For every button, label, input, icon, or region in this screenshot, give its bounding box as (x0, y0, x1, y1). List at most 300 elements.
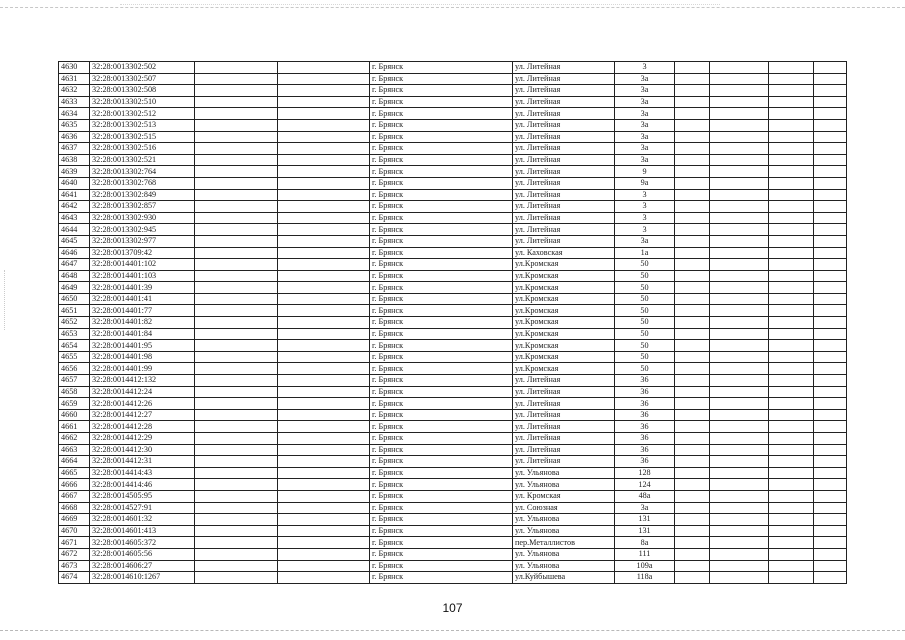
empty-cell (278, 386, 370, 398)
street-cell: ул.Кромская (513, 270, 615, 282)
record-number-cell: 4634 (59, 108, 90, 120)
empty-cell (769, 317, 814, 329)
empty-cell (675, 386, 710, 398)
cadastral-number-cell: 32:28:0013302:977 (90, 235, 195, 247)
house-number-cell: 109а (615, 560, 675, 572)
table-row (59, 398, 847, 410)
table-row (59, 177, 847, 189)
house-number-cell: 50 (615, 351, 675, 363)
house-number-cell: 3 (615, 201, 675, 213)
empty-cell (814, 96, 847, 108)
empty-cell (814, 108, 847, 120)
house-number-cell: 48а (615, 490, 675, 502)
empty-cell (195, 282, 278, 294)
street-cell: ул. Литейная (513, 212, 615, 224)
empty-cell (710, 282, 769, 294)
city-cell: г. Брянск (370, 154, 513, 166)
empty-cell (278, 456, 370, 468)
cadastral-number-cell: 32:28:0013302:945 (90, 224, 195, 236)
house-number-cell: 3 (615, 224, 675, 236)
street-cell: ул.Кромская (513, 328, 615, 340)
cadastral-number-cell: 32:28:0014505:95 (90, 490, 195, 502)
empty-cell (278, 351, 370, 363)
street-cell: ул. Литейная (513, 73, 615, 85)
city-cell: г. Брянск (370, 108, 513, 120)
empty-cell (769, 502, 814, 514)
house-number-cell: 50 (615, 305, 675, 317)
cadastral-number-cell: 32:28:0013302:764 (90, 166, 195, 178)
empty-cell (675, 375, 710, 387)
cadastral-number-cell: 32:28:0013302:768 (90, 177, 195, 189)
record-number-cell: 4657 (59, 375, 90, 387)
cadastral-number-cell: 32:28:0013709:42 (90, 247, 195, 259)
empty-cell (710, 201, 769, 213)
empty-cell (195, 293, 278, 305)
house-number-cell: 36 (615, 444, 675, 456)
empty-cell (769, 73, 814, 85)
record-number-cell: 4653 (59, 328, 90, 340)
empty-cell (278, 166, 370, 178)
table-row (59, 201, 847, 213)
cadastral-number-cell: 32:28:0014401:98 (90, 351, 195, 363)
empty-cell (278, 224, 370, 236)
empty-cell (814, 479, 847, 491)
empty-cell (769, 177, 814, 189)
street-cell: ул. Литейная (513, 96, 615, 108)
city-cell: г. Брянск (370, 375, 513, 387)
empty-cell (278, 340, 370, 352)
city-cell: г. Брянск (370, 235, 513, 247)
empty-cell (814, 259, 847, 271)
house-number-cell: 3а (615, 96, 675, 108)
empty-cell (814, 177, 847, 189)
empty-cell (710, 409, 769, 421)
city-cell: г. Брянск (370, 73, 513, 85)
empty-cell (195, 224, 278, 236)
street-cell: ул. Литейная (513, 166, 615, 178)
table-row (59, 317, 847, 329)
empty-cell (710, 85, 769, 97)
empty-cell (675, 62, 710, 74)
empty-cell (195, 62, 278, 74)
cadastral-number-cell: 32:28:0014412:27 (90, 409, 195, 421)
street-cell: ул.Кромская (513, 282, 615, 294)
street-cell: ул. Ульянова (513, 514, 615, 526)
street-cell: ул. Ульянова (513, 560, 615, 572)
empty-cell (195, 247, 278, 259)
street-cell: ул.Куйбышева (513, 572, 615, 584)
empty-cell (814, 386, 847, 398)
house-number-cell: 3 (615, 212, 675, 224)
empty-cell (675, 201, 710, 213)
empty-cell (278, 328, 370, 340)
street-cell: ул. Литейная (513, 177, 615, 189)
empty-cell (710, 235, 769, 247)
empty-cell (814, 502, 847, 514)
empty-cell (278, 119, 370, 131)
empty-cell (814, 166, 847, 178)
empty-cell (675, 479, 710, 491)
record-number-cell: 4645 (59, 235, 90, 247)
empty-cell (710, 433, 769, 445)
empty-cell (769, 386, 814, 398)
cadastral-number-cell: 32:28:0014401:82 (90, 317, 195, 329)
empty-cell (278, 363, 370, 375)
empty-cell (195, 421, 278, 433)
empty-cell (675, 119, 710, 131)
empty-cell (710, 444, 769, 456)
empty-cell (769, 224, 814, 236)
empty-cell (195, 270, 278, 282)
table-row (59, 259, 847, 271)
empty-cell (195, 502, 278, 514)
empty-cell (195, 572, 278, 584)
empty-cell (195, 108, 278, 120)
empty-cell (278, 444, 370, 456)
empty-cell (195, 363, 278, 375)
cadastral-number-cell: 32:28:0014412:31 (90, 456, 195, 468)
empty-cell (814, 73, 847, 85)
empty-cell (195, 73, 278, 85)
cadastral-number-cell: 32:28:0014401:41 (90, 293, 195, 305)
cadastral-number-cell: 32:28:0013302:510 (90, 96, 195, 108)
house-number-cell: 50 (615, 363, 675, 375)
empty-cell (195, 143, 278, 155)
cadastral-number-cell: 32:28:0013302:516 (90, 143, 195, 155)
table-row (59, 293, 847, 305)
record-number-cell: 4644 (59, 224, 90, 236)
empty-cell (769, 293, 814, 305)
empty-cell (675, 467, 710, 479)
empty-cell (769, 143, 814, 155)
street-cell: ул. Литейная (513, 108, 615, 120)
scan-noise-left (4, 270, 5, 330)
empty-cell (195, 375, 278, 387)
empty-cell (278, 201, 370, 213)
city-cell: г. Брянск (370, 479, 513, 491)
empty-cell (675, 502, 710, 514)
empty-cell (195, 444, 278, 456)
empty-cell (814, 572, 847, 584)
city-cell: г. Брянск (370, 212, 513, 224)
table-row (59, 444, 847, 456)
empty-cell (710, 490, 769, 502)
table-row (59, 351, 847, 363)
empty-cell (710, 328, 769, 340)
empty-cell (675, 166, 710, 178)
record-number-cell: 4670 (59, 525, 90, 537)
empty-cell (195, 212, 278, 224)
cadastral-number-cell: 32:28:0013302:930 (90, 212, 195, 224)
empty-cell (195, 433, 278, 445)
empty-cell (769, 305, 814, 317)
empty-cell (710, 421, 769, 433)
empty-cell (710, 537, 769, 549)
city-cell: г. Брянск (370, 467, 513, 479)
street-cell: ул. Кромская (513, 490, 615, 502)
house-number-cell: 3а (615, 73, 675, 85)
house-number-cell: 3 (615, 62, 675, 74)
cadastral-number-cell: 32:28:0014412:28 (90, 421, 195, 433)
street-cell: ул. Ульянова (513, 548, 615, 560)
empty-cell (769, 85, 814, 97)
city-cell: г. Брянск (370, 444, 513, 456)
empty-cell (710, 270, 769, 282)
table-row (59, 119, 847, 131)
house-number-cell: 36 (615, 409, 675, 421)
table-row (59, 490, 847, 502)
empty-cell (675, 363, 710, 375)
empty-cell (675, 560, 710, 572)
empty-cell (710, 96, 769, 108)
empty-cell (710, 224, 769, 236)
empty-cell (675, 282, 710, 294)
house-number-cell: 36 (615, 386, 675, 398)
record-number-cell: 4630 (59, 62, 90, 74)
empty-cell (675, 351, 710, 363)
cadastral-number-cell: 32:28:0014601:413 (90, 525, 195, 537)
empty-cell (710, 548, 769, 560)
empty-cell (769, 340, 814, 352)
record-number-cell: 4633 (59, 96, 90, 108)
city-cell: г. Брянск (370, 62, 513, 74)
street-cell: ул. Литейная (513, 386, 615, 398)
house-number-cell: 1а (615, 247, 675, 259)
empty-cell (814, 351, 847, 363)
empty-cell (195, 340, 278, 352)
table-row (59, 537, 847, 549)
house-number-cell: 118а (615, 572, 675, 584)
table-row (59, 212, 847, 224)
empty-cell (814, 154, 847, 166)
empty-cell (769, 351, 814, 363)
empty-cell (769, 421, 814, 433)
cadastral-number-cell: 32:28:0014610:1267 (90, 572, 195, 584)
city-cell: г. Брянск (370, 340, 513, 352)
street-cell: ул.Кромская (513, 259, 615, 271)
empty-cell (195, 305, 278, 317)
empty-cell (710, 166, 769, 178)
cadastral-number-cell: 32:28:0014412:24 (90, 386, 195, 398)
empty-cell (814, 340, 847, 352)
empty-cell (195, 560, 278, 572)
empty-cell (195, 514, 278, 526)
city-cell: г. Брянск (370, 560, 513, 572)
empty-cell (769, 525, 814, 537)
empty-cell (814, 235, 847, 247)
street-cell: ул. Литейная (513, 201, 615, 213)
house-number-cell: 3а (615, 154, 675, 166)
empty-cell (710, 154, 769, 166)
empty-cell (814, 305, 847, 317)
empty-cell (814, 560, 847, 572)
empty-cell (769, 282, 814, 294)
empty-cell (195, 259, 278, 271)
house-number-cell: 36 (615, 456, 675, 468)
empty-cell (814, 270, 847, 282)
empty-cell (195, 467, 278, 479)
empty-cell (675, 224, 710, 236)
house-number-cell: 111 (615, 548, 675, 560)
cadastral-number-cell: 32:28:0014605:372 (90, 537, 195, 549)
empty-cell (710, 560, 769, 572)
empty-cell (769, 409, 814, 421)
empty-cell (769, 479, 814, 491)
cadastral-number-cell: 32:28:0014401:95 (90, 340, 195, 352)
register-table (58, 61, 847, 584)
cadastral-number-cell: 32:28:0014412:26 (90, 398, 195, 410)
empty-cell (195, 189, 278, 201)
empty-cell (710, 189, 769, 201)
empty-cell (278, 490, 370, 502)
empty-cell (710, 479, 769, 491)
city-cell: г. Брянск (370, 363, 513, 375)
house-number-cell: 36 (615, 398, 675, 410)
empty-cell (769, 131, 814, 143)
empty-cell (278, 247, 370, 259)
empty-cell (675, 340, 710, 352)
empty-cell (814, 433, 847, 445)
empty-cell (278, 572, 370, 584)
house-number-cell: 3а (615, 502, 675, 514)
empty-cell (278, 398, 370, 410)
record-number-cell: 4655 (59, 351, 90, 363)
street-cell: ул. Литейная (513, 154, 615, 166)
empty-cell (195, 525, 278, 537)
empty-cell (278, 212, 370, 224)
empty-cell (769, 328, 814, 340)
empty-cell (195, 537, 278, 549)
table-row (59, 375, 847, 387)
empty-cell (710, 73, 769, 85)
table-row (59, 154, 847, 166)
empty-cell (278, 560, 370, 572)
city-cell: г. Брянск (370, 85, 513, 97)
empty-cell (814, 212, 847, 224)
house-number-cell: 50 (615, 259, 675, 271)
empty-cell (278, 143, 370, 155)
record-number-cell: 4661 (59, 421, 90, 433)
empty-cell (769, 201, 814, 213)
street-cell: ул.Кромская (513, 340, 615, 352)
street-cell: ул. Литейная (513, 375, 615, 387)
empty-cell (195, 351, 278, 363)
street-cell: ул. Литейная (513, 131, 615, 143)
empty-cell (710, 398, 769, 410)
empty-cell (769, 247, 814, 259)
street-cell: ул.Кромская (513, 305, 615, 317)
empty-cell (814, 444, 847, 456)
street-cell: ул. Литейная (513, 398, 615, 410)
cadastral-number-cell: 32:28:0013302:508 (90, 85, 195, 97)
street-cell: ул. Литейная (513, 119, 615, 131)
empty-cell (675, 572, 710, 584)
cadastral-number-cell: 32:28:0013302:515 (90, 131, 195, 143)
empty-cell (814, 317, 847, 329)
empty-cell (278, 270, 370, 282)
empty-cell (814, 282, 847, 294)
city-cell: г. Брянск (370, 166, 513, 178)
city-cell: г. Брянск (370, 131, 513, 143)
cadastral-number-cell: 32:28:0014412:30 (90, 444, 195, 456)
empty-cell (278, 525, 370, 537)
empty-cell (675, 96, 710, 108)
empty-cell (814, 293, 847, 305)
empty-cell (195, 166, 278, 178)
empty-cell (814, 131, 847, 143)
table-row (59, 525, 847, 537)
empty-cell (278, 548, 370, 560)
table-row (59, 143, 847, 155)
empty-cell (769, 270, 814, 282)
record-number-cell: 4654 (59, 340, 90, 352)
table-row (59, 340, 847, 352)
house-number-cell: 36 (615, 433, 675, 445)
empty-cell (769, 548, 814, 560)
house-number-cell: 8а (615, 537, 675, 549)
table-row (59, 85, 847, 97)
empty-cell (675, 108, 710, 120)
city-cell: г. Брянск (370, 386, 513, 398)
empty-cell (278, 73, 370, 85)
empty-cell (675, 317, 710, 329)
cadastral-number-cell: 32:28:0013302:857 (90, 201, 195, 213)
city-cell: г. Брянск (370, 433, 513, 445)
empty-cell (195, 177, 278, 189)
street-cell: ул. Ульянова (513, 525, 615, 537)
cadastral-number-cell: 32:28:0013302:849 (90, 189, 195, 201)
empty-cell (814, 456, 847, 468)
empty-cell (675, 433, 710, 445)
empty-cell (710, 247, 769, 259)
record-number-cell: 4651 (59, 305, 90, 317)
empty-cell (710, 62, 769, 74)
empty-cell (769, 363, 814, 375)
empty-cell (675, 409, 710, 421)
empty-cell (769, 108, 814, 120)
record-number-cell: 4637 (59, 143, 90, 155)
empty-cell (710, 305, 769, 317)
house-number-cell: 131 (615, 525, 675, 537)
empty-cell (710, 143, 769, 155)
empty-cell (278, 433, 370, 445)
table-row (59, 96, 847, 108)
record-number-cell: 4659 (59, 398, 90, 410)
empty-cell (814, 490, 847, 502)
cadastral-number-cell: 32:28:0014401:103 (90, 270, 195, 282)
empty-cell (769, 96, 814, 108)
city-cell: г. Брянск (370, 317, 513, 329)
empty-cell (195, 328, 278, 340)
empty-cell (769, 375, 814, 387)
table-row (59, 548, 847, 560)
cadastral-number-cell: 32:28:0014414:43 (90, 467, 195, 479)
record-number-cell: 4669 (59, 514, 90, 526)
empty-cell (675, 305, 710, 317)
city-cell: г. Брянск (370, 572, 513, 584)
cadastral-number-cell: 32:28:0014605:56 (90, 548, 195, 560)
city-cell: г. Брянск (370, 119, 513, 131)
street-cell: ул. Каховская (513, 247, 615, 259)
empty-cell (769, 62, 814, 74)
city-cell: г. Брянск (370, 398, 513, 410)
city-cell: г. Брянск (370, 143, 513, 155)
cadastral-number-cell: 32:28:0014527:91 (90, 502, 195, 514)
empty-cell (675, 85, 710, 97)
empty-cell (675, 73, 710, 85)
table-row (59, 270, 847, 282)
empty-cell (195, 96, 278, 108)
